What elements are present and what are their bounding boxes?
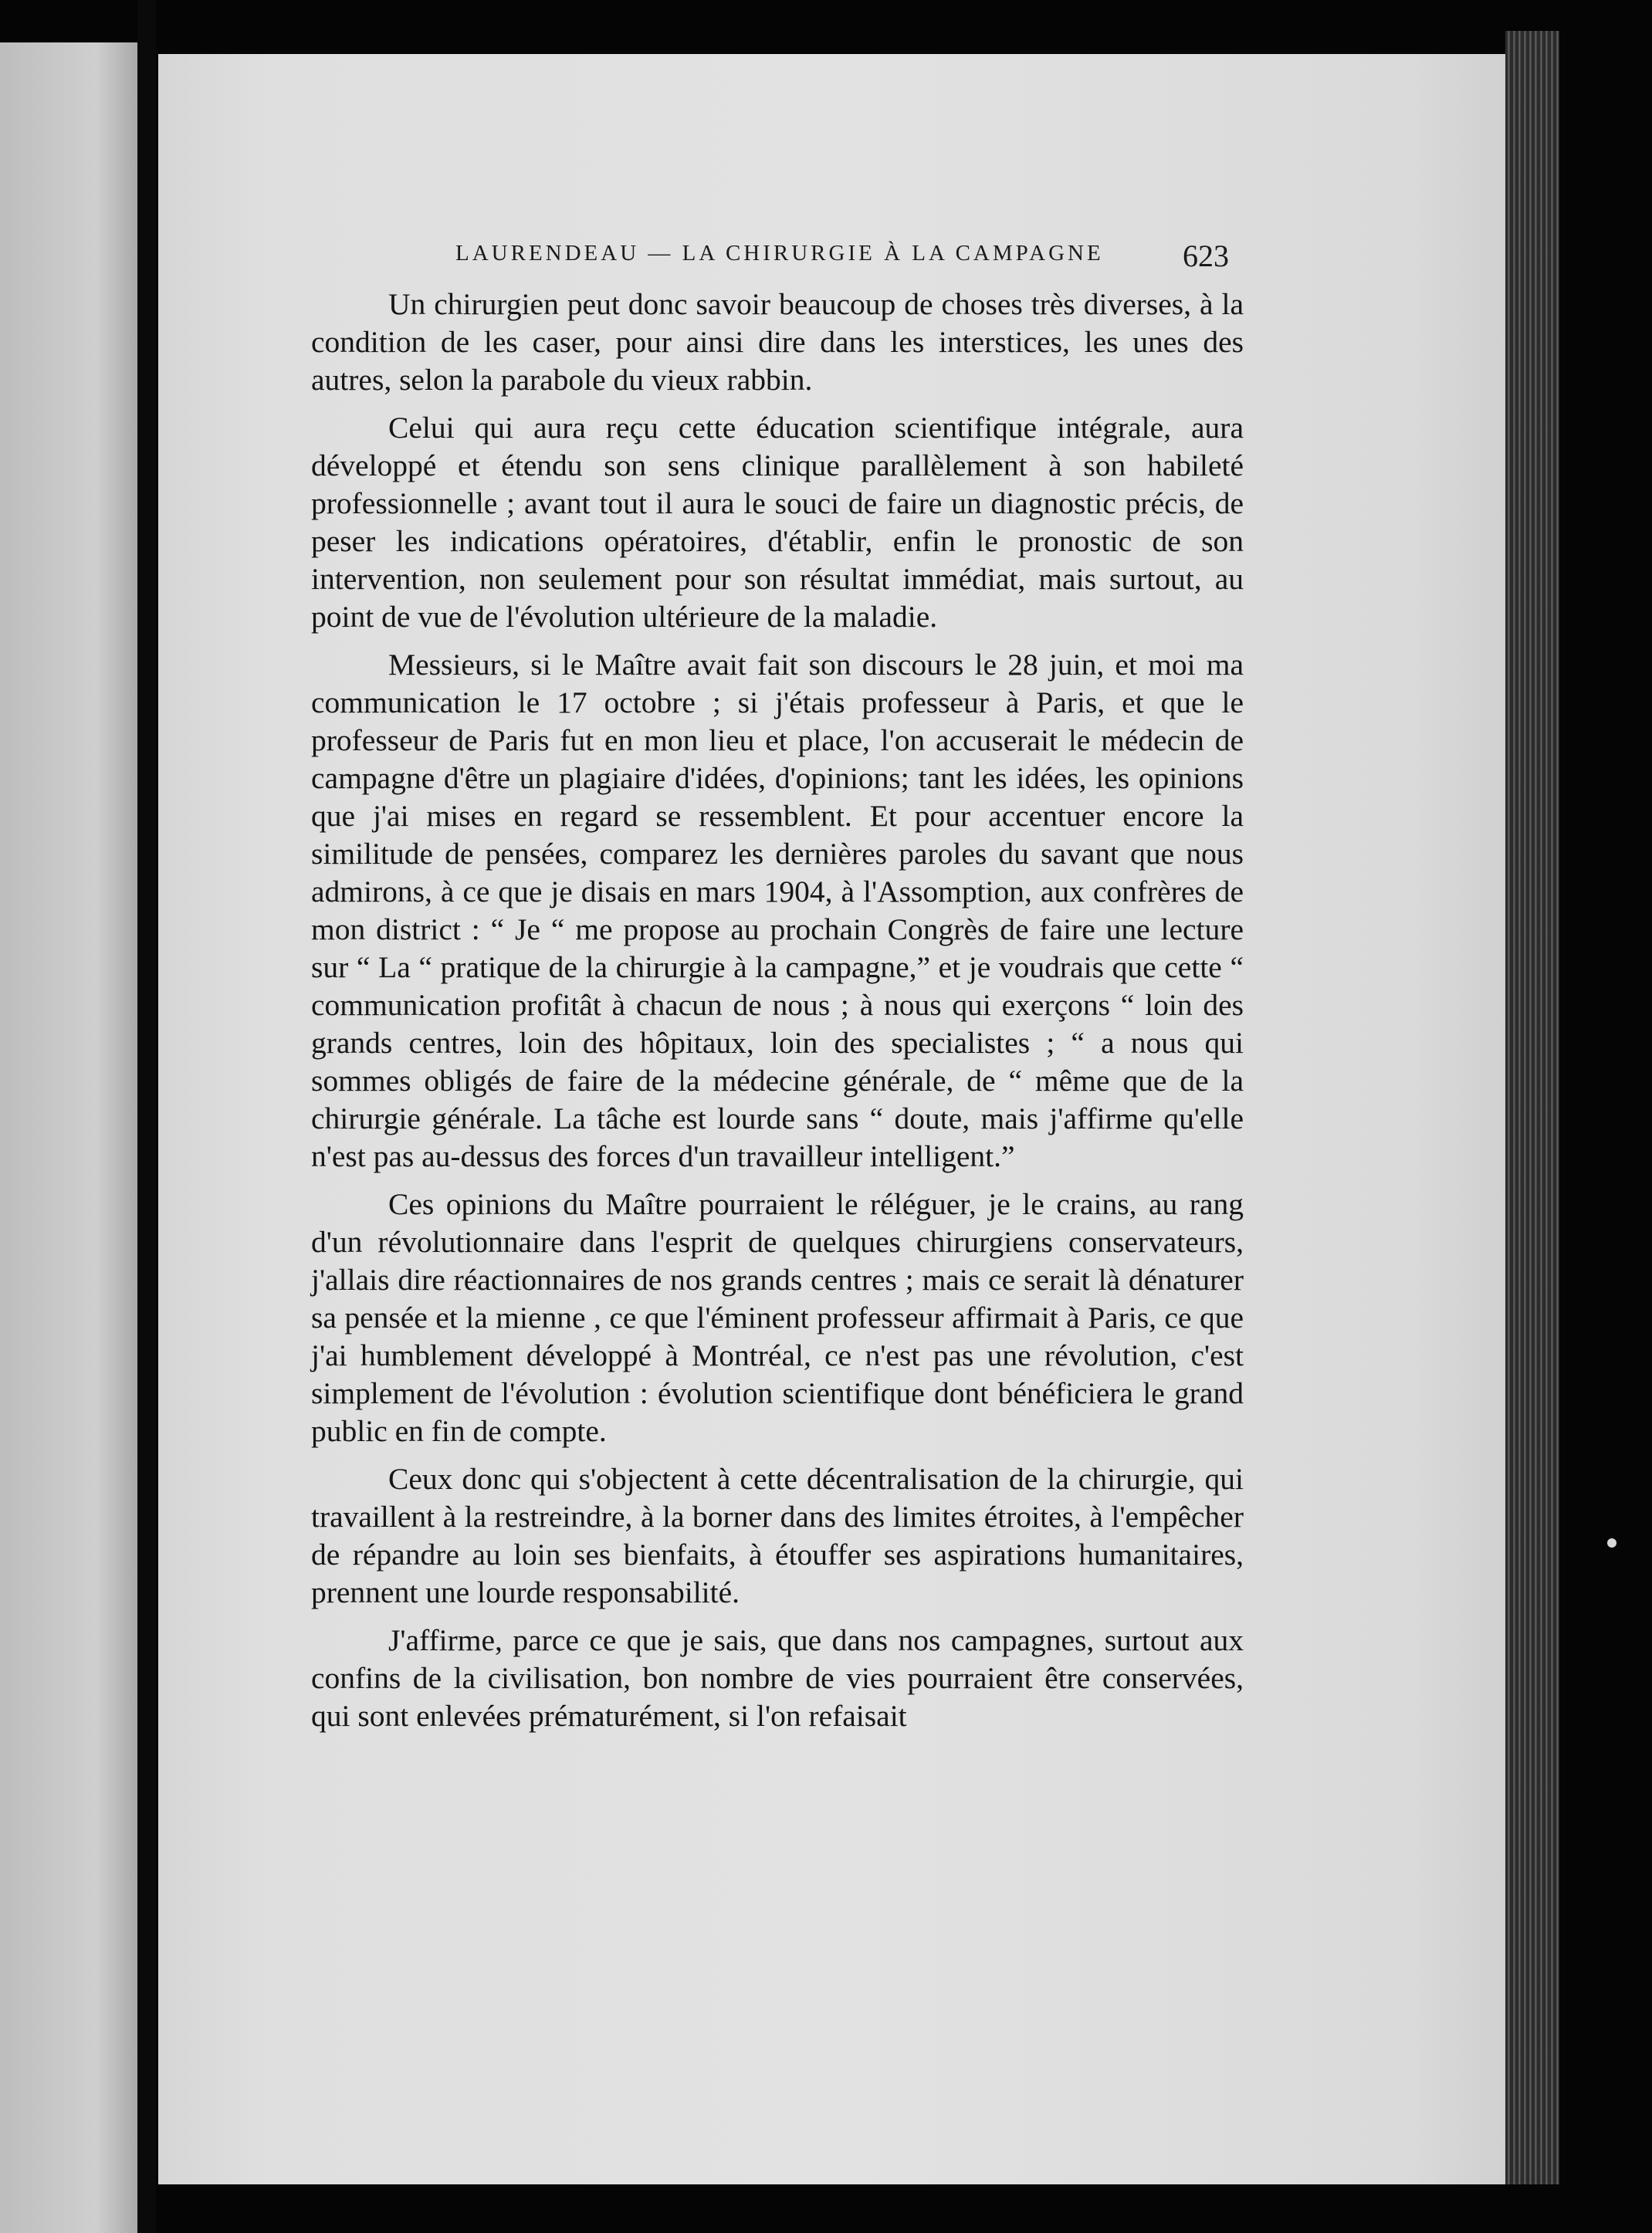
paragraph: Un chirurgien peut donc savoir beaucoup de choses très diverses, à la condition de les caser, pour ainsi dire dans les interstices, les unes des autres, selon la parabole du vieux rabbin.	[311, 287, 1244, 397]
page-number: 623	[1183, 239, 1229, 273]
book-gutter	[137, 0, 156, 2233]
paragraph: J'affirme, parce ce que je sais, que dans nos campagnes, surtout aux confins de la civilisation, bon nombre de vies pourraient être conservées, qui sont enlevées prématurément, si l'on refaisait	[311, 1623, 1244, 1733]
paragraph: Messieurs, si le Maître avait fait son discours le 28 juin, et moi ma communication le 17 octobre ; si j'étais professeur à Paris, et que le professeur de Paris fut en mon lieu et place, l'on accuserait le médecin de campagne d'être un plagiaire d'idées, d'opinions; tant les idées, les opinions que j'ai mises en regard se ressemblent. Et pour accentuer encore la similitude de pensées, comparez les dernières paroles du savant que nous admirons, à ce que je disais en mars 1904, à l'Assomption, aux confrères de mon district : “ Je “ me propose au prochain Congrès de faire une lecture sur “ La “ pratique de la chirurgie à la campagne,” et je voudrais que cette “ communication profitât à chacun de nous ; à nous qui exerçons “ loin des grands centres, loin des hôpitaux, loin des specialistes ; “ a nous qui sommes obligés de faire de la médecine générale, de “ même que de la chirurgie générale. La tâche est lourde sans “ doute, mais j'affirme qu'elle n'est pas au-dessus des forces d'un travailleur intelligent.”	[311, 648, 1244, 1173]
paragraph: Ceux donc qui s'objectent à cette décentralisation de la chirurgie, qui travaillent à la restreindre, à la borner dans des limites étroites, à l'empêcher de répandre au loin ses bienfaits, à étouffer ses aspirations humanitaires, prennent une lourde responsabilité.	[311, 1462, 1244, 1609]
running-head: LAURENDEAU — LA CHIRURGIE À LA CAMPAGNE	[455, 241, 1104, 266]
paragraph: Ces opinions du Maître pourraient le réléguer, je le crains, au rang d'un révolutionnaire dans l'esprit de quelques chirurgiens conservateurs, j'allais dire réactionnaires de nos grands centres ; mais ce serait là dénaturer sa pensée et la mienne , ce que l'éminent professeur affirmait à Paris, ce que j'ai humblement développé à Montréal, ce n'est pas une révolution, c'est simplement de l'évolution : évolution scientifique dont bénéficiera le grand public en fin de compte.	[311, 1187, 1244, 1448]
previous-page-edge	[0, 42, 137, 2233]
dust-speck	[1607, 1538, 1616, 1548]
paragraph: Celui qui aura reçu cette éducation scientifique intégrale, aura développé et étendu son sens clinique parallèlement à son habileté professionnelle ; avant tout il aura le souci de faire un diagnostic précis, de peser les indications opératoires, d'établir, enfin le pronostic de son intervention, non seulement pour son résultat immédiat, mais surtout, au point de vue de l'évolution ultérieure de la maladie.	[311, 411, 1244, 634]
body-text	[311, 286, 1244, 1745]
page-stack-edges	[1505, 31, 1559, 2184]
